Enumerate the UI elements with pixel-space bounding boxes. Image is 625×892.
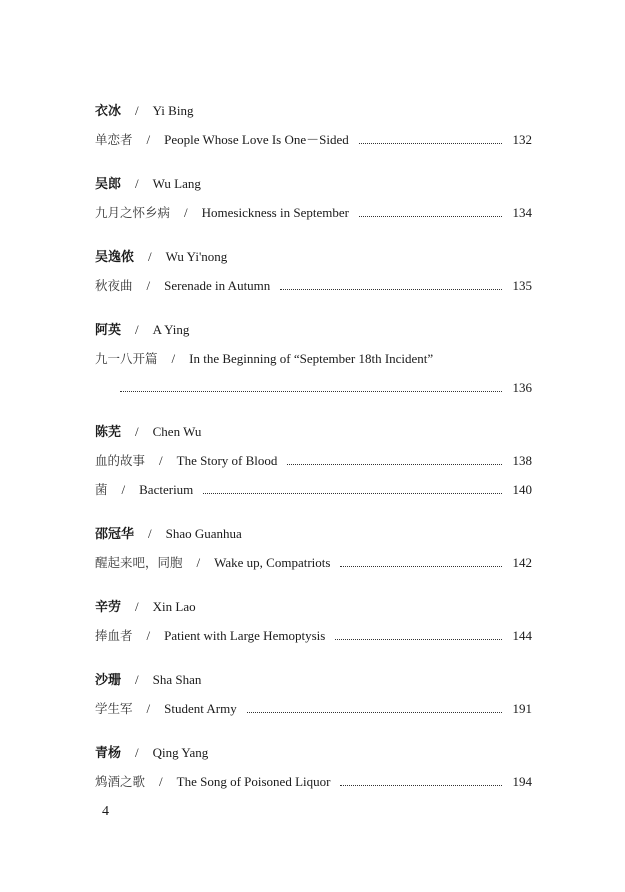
entry-title-en: The Story of Blood xyxy=(176,453,278,468)
entry-page-number: 138 xyxy=(512,453,532,468)
separator-slash: / xyxy=(135,424,139,439)
dot-leader xyxy=(359,207,502,217)
entry-title-cn: 鸩酒之歌 xyxy=(95,774,146,789)
entry-title-cn: 血的故事 xyxy=(95,453,146,468)
separator-slash: / xyxy=(146,278,151,293)
entry-page-number: 140 xyxy=(512,482,532,497)
author-name-en: Wu Lang xyxy=(152,176,201,191)
entry-page-number: 142 xyxy=(512,555,532,570)
author-name-en: Qing Yang xyxy=(152,745,209,760)
entry-page-number: 132 xyxy=(512,132,532,147)
separator-slash: / xyxy=(171,351,176,366)
entry-page-number: 134 xyxy=(512,205,532,220)
separator-slash: / xyxy=(135,103,139,118)
author-name-cn: 吴郎 xyxy=(95,177,122,192)
author-heading xyxy=(95,670,201,690)
author-name-en: A Ying xyxy=(152,322,190,337)
entry-page-number: 135 xyxy=(512,278,532,293)
author-name-en: Xin Lao xyxy=(152,599,196,614)
author-heading xyxy=(95,422,201,442)
dot-leader xyxy=(340,557,502,567)
toc-entry[interactable] xyxy=(95,203,532,223)
dot-leader xyxy=(203,484,502,494)
dot-leader xyxy=(287,455,502,465)
entry-title-en: Patient with Large Hemoptysis xyxy=(164,628,326,643)
author-heading xyxy=(95,247,227,267)
page-number: 4 xyxy=(102,804,109,819)
entry-page-number: 191 xyxy=(512,701,532,716)
separator-slash: / xyxy=(135,745,139,760)
separator-slash: / xyxy=(148,249,152,264)
separator-slash: / xyxy=(121,482,126,497)
entry-title-cn: 秋夜曲 xyxy=(95,278,133,293)
dot-leader xyxy=(247,703,502,713)
separator-slash: / xyxy=(159,453,163,468)
toc-entry[interactable] xyxy=(95,130,532,150)
toc-entry[interactable] xyxy=(95,276,532,296)
author-name-en: Wu Yi'nong xyxy=(165,249,228,264)
separator-slash: / xyxy=(146,132,151,147)
entry-title-cn: 醒起来吧，同胞 xyxy=(95,555,183,570)
author-name-cn: 衣冰 xyxy=(95,104,122,119)
separator-slash: / xyxy=(146,628,151,643)
author-name-cn: 阿英 xyxy=(95,323,122,338)
author-heading xyxy=(95,524,242,544)
separator-slash: / xyxy=(135,672,139,687)
entry-title-cn: 菌 xyxy=(95,482,108,497)
entry-title-en: In the Beginning of “September 18th Incident” xyxy=(189,351,434,366)
separator-slash: / xyxy=(146,701,151,716)
author-name-cn: 沙珊 xyxy=(95,673,122,688)
entry-title-en: Homesickness in September xyxy=(201,205,349,220)
toc-entry[interactable] xyxy=(95,553,532,573)
author-heading xyxy=(95,743,208,763)
author-heading xyxy=(95,320,189,340)
entry-title-cn: 学生军 xyxy=(95,701,133,716)
author-heading xyxy=(95,174,201,194)
entry-title-en: People Whose Love Is One－Sided xyxy=(164,132,349,147)
entry-title-en: Serenade in Autumn xyxy=(164,278,271,293)
separator-slash: / xyxy=(196,555,201,570)
toc-entry[interactable] xyxy=(95,626,532,646)
author-name-cn: 吴逸侬 xyxy=(95,250,135,265)
separator-slash: / xyxy=(135,599,139,614)
toc-entry-continuation[interactable] xyxy=(120,378,532,398)
author-name-cn: 青杨 xyxy=(95,746,122,761)
dot-leader xyxy=(335,630,502,640)
entry-page-number: 144 xyxy=(512,628,532,643)
separator-slash: / xyxy=(135,176,139,191)
entry-title-cn: 捧血者 xyxy=(95,628,133,643)
author-heading xyxy=(95,597,196,617)
dot-leader xyxy=(280,280,502,290)
dot-leader xyxy=(120,382,502,392)
author-name-cn: 邵冠华 xyxy=(95,527,135,542)
dot-leader xyxy=(340,776,502,786)
separator-slash: / xyxy=(159,774,163,789)
separator-slash: / xyxy=(184,205,188,220)
entry-title-en: Wake up, Compatriots xyxy=(214,555,331,570)
entry-title-en: Bacterium xyxy=(139,482,194,497)
entry-page-number: 194 xyxy=(512,774,532,789)
author-name-en: Chen Wu xyxy=(152,424,202,439)
author-heading xyxy=(95,101,193,121)
entry-title-cn: 九一八开篇 xyxy=(95,351,158,366)
author-name-en: Sha Shan xyxy=(152,672,202,687)
dot-leader xyxy=(359,134,502,144)
author-name-en: Shao Guanhua xyxy=(165,526,242,541)
toc-entry[interactable] xyxy=(95,349,532,369)
entry-title-en: Student Army xyxy=(164,701,237,716)
entry-title-cn: 九月之怀乡病 xyxy=(95,205,171,220)
entry-title-en: The Song of Poisoned Liquor xyxy=(176,774,331,789)
entry-title-cn: 单恋者 xyxy=(95,132,133,147)
separator-slash: / xyxy=(148,526,152,541)
author-name-en: Yi Bing xyxy=(152,103,194,118)
author-name-cn: 辛劳 xyxy=(95,600,122,615)
toc-entry[interactable] xyxy=(95,699,532,719)
toc-entry[interactable] xyxy=(95,451,532,471)
entry-page-number: 136 xyxy=(512,380,532,395)
author-name-cn: 陈芜 xyxy=(95,425,122,440)
toc-entry[interactable] xyxy=(95,772,532,792)
toc-entry[interactable] xyxy=(95,480,532,500)
separator-slash: / xyxy=(135,322,139,337)
